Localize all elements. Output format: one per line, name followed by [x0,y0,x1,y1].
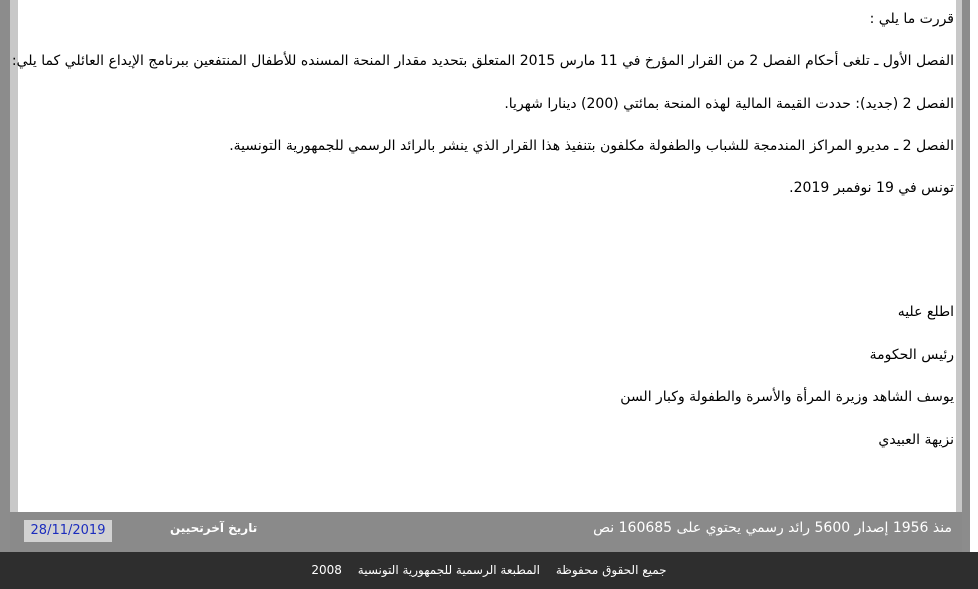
last-update-date: 28/11/2019 [24,520,112,542]
footer [0,552,978,589]
inner-right-border [956,0,962,512]
minister-name: نزيهة العبيدي [878,432,954,448]
document-content [11,0,956,512]
right-border [962,0,970,552]
signatories: يوسف الشاهد وزيرة المرأة والأسرة والطفولة وكبار السن [620,389,954,405]
footer-rights: جميع الحقوق محفوظة [555,563,667,577]
inner-left-border [10,0,18,512]
footer-text [0,552,978,589]
seen-by: اطلع عليه [897,304,954,320]
publication-stats: منذ 1956 إصدار 5600 رائد رسمي يحتوي على 160685 نص [593,520,952,536]
decision-heading: قررت ما يلي : [869,11,954,27]
footer-publisher[interactable]: المطبعة الرسمية للجمهورية التونسية [357,563,541,577]
last-update-label: تاريخ آخرتحيين [170,521,258,535]
article-2-execution: الفصل 2 ـ مديرو المراكز المندمجة للشباب والطفولة مكلفون بتنفيذ هذا القرار الذي ينشر بالرائد الرسمي للجمهورية التونسية. [229,138,954,154]
left-border [0,0,10,552]
footer-year: 2008 [311,563,342,577]
article-1: الفصل الأول ـ تلغى أحكام الفصل 2 من القرار المؤرخ في 11 مارس 2015 المتعلق بتحديد مقدار المنحة المسنده للأطفال المنتفعين ببرنامج الإيداع العائلي كما يلي: [11,53,954,69]
place-date: تونس في 19 نوفمبر 2019. [789,180,954,196]
head-of-government: رئيس الحكومة [869,347,954,363]
article-2-new: الفصل 2 (جديد): حددت القيمة المالية لهذه المنحة بمائتي (200) دينارا شهريا. [504,96,954,112]
